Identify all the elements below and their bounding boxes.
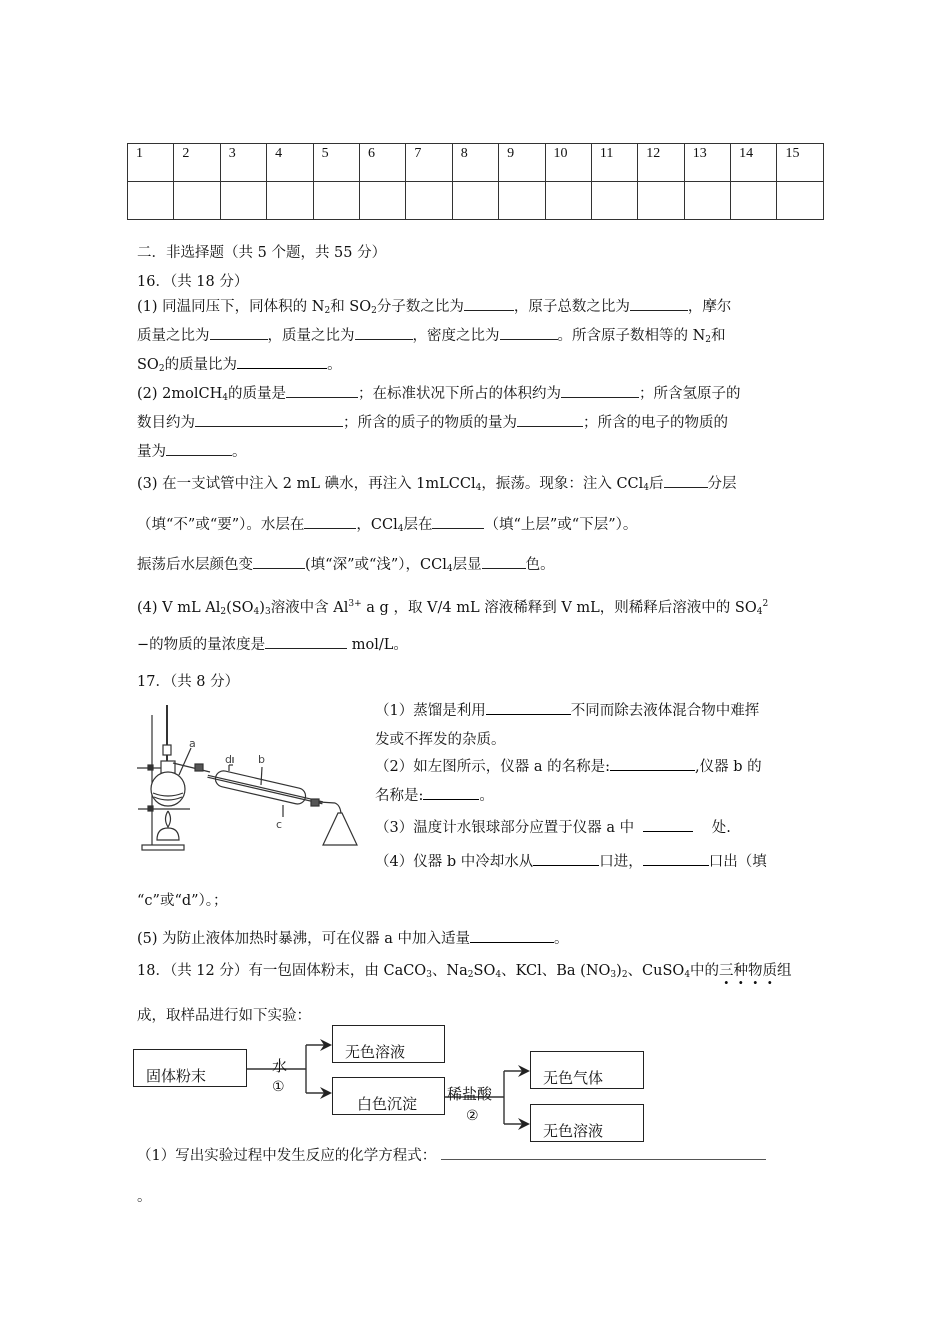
answer-number: 7 bbox=[406, 144, 452, 182]
text: (4) V mL Al bbox=[137, 600, 221, 616]
flow-box-label: 无色溶液 bbox=[345, 1043, 406, 1061]
flow-box-colorless-gas bbox=[530, 1051, 644, 1089]
flow-box-solid-powder bbox=[133, 1049, 247, 1087]
subscript: 4 bbox=[756, 607, 763, 617]
q18-sub1-line1 bbox=[137, 1142, 766, 1170]
text: 口进， bbox=[599, 854, 643, 870]
text: 处. bbox=[711, 820, 731, 836]
answer-number: 5 bbox=[313, 144, 359, 182]
subscript: 4 bbox=[643, 483, 650, 493]
text: 层在 bbox=[403, 517, 433, 533]
answer-number: 6 bbox=[359, 144, 405, 182]
emphasized-char: 三 bbox=[719, 963, 734, 979]
label-a: a bbox=[189, 737, 196, 750]
text: ，摩尔 bbox=[687, 299, 732, 315]
q18-line2: 成，取样品进行如下实验： bbox=[137, 1008, 311, 1024]
text: 层显 bbox=[452, 557, 482, 573]
reagent-water: 水 bbox=[272, 1057, 288, 1075]
subscript: 4 bbox=[684, 970, 691, 980]
answer-number: 8 bbox=[452, 144, 498, 182]
subscript: 3 bbox=[426, 970, 432, 980]
text: 的质量是 bbox=[227, 386, 286, 402]
text: ，质量之比为 bbox=[267, 328, 355, 344]
text: 18．（共 12 分）有一包固体粉末，由 CaCO bbox=[137, 963, 427, 979]
answer-number: 12 bbox=[638, 144, 684, 182]
text: ，原子总数之比为 bbox=[513, 299, 630, 315]
q16-header: 16．（共 18 分） bbox=[137, 274, 249, 290]
answer-number: 1 bbox=[128, 144, 174, 182]
text: 组 bbox=[777, 963, 792, 979]
flow-box-label: 无色气体 bbox=[543, 1069, 604, 1087]
text: （4）仪器 b 中冷却水从 bbox=[375, 854, 534, 870]
text: 名称是: bbox=[375, 788, 424, 804]
text: (填“深”或“浅”），CCl bbox=[305, 557, 447, 573]
emphasized-char: 种 bbox=[733, 963, 749, 979]
flow-box-label: 无色溶液 bbox=[543, 1122, 604, 1140]
text: ；在标准状况下所占的体积约为 bbox=[357, 386, 561, 402]
text: 量为 bbox=[137, 444, 166, 460]
text: （填“不”或“要”）。水层在 bbox=[137, 517, 305, 533]
q17-part1-line2: 发或不挥发的杂质。 bbox=[375, 732, 506, 748]
step-number-1: ① bbox=[272, 1079, 285, 1095]
text: 、CuSO bbox=[627, 963, 685, 979]
subscript: 2 bbox=[158, 364, 165, 374]
text: 。 bbox=[479, 788, 494, 804]
text: （填“上层”或“下层”）。 bbox=[484, 517, 638, 533]
text: 、KCl、Ba (NO bbox=[501, 963, 611, 979]
subscript: 4 bbox=[397, 524, 404, 534]
text: 分层 bbox=[707, 476, 737, 492]
text: ；所含氢原子的 bbox=[638, 386, 741, 402]
text: 。 bbox=[232, 444, 247, 460]
subscript: 4 bbox=[253, 607, 260, 617]
text: −的物质的量浓度是 bbox=[137, 637, 266, 653]
answer-number: 13 bbox=[684, 144, 730, 182]
subscript: 3 bbox=[610, 970, 617, 980]
flow-box-label: 白色沉淀 bbox=[357, 1095, 418, 1113]
answer-number: 3 bbox=[220, 144, 266, 182]
text: （2）如左图所示，仪器 a 的名称是: bbox=[375, 759, 610, 775]
flow-box-label: 固体粉末 bbox=[146, 1067, 207, 1085]
text: 和 bbox=[711, 328, 726, 344]
text: 中的 bbox=[690, 963, 720, 979]
subscript: 2 bbox=[467, 970, 474, 980]
text: 不同而除去液体混合物中难挥 bbox=[570, 703, 760, 719]
text: 口出（填 bbox=[708, 854, 767, 870]
text: ，CCl bbox=[356, 517, 398, 533]
text: ) bbox=[616, 963, 622, 979]
text: 。 bbox=[327, 357, 342, 373]
emphasized-char: 物 bbox=[748, 963, 763, 979]
superscript: 3+ bbox=[348, 599, 362, 609]
flow-box-colorless-solution-top bbox=[332, 1025, 445, 1063]
subscript: 4 bbox=[475, 483, 482, 493]
text: (5) 为防止液体加热时暴沸，可在仪器 a 中加入适量 bbox=[137, 931, 471, 947]
answer-number: 9 bbox=[499, 144, 545, 182]
text: mol/L。 bbox=[347, 637, 408, 653]
label-d: d bbox=[225, 753, 232, 766]
text: (1) 同温同压下，同体积的 N bbox=[137, 299, 325, 315]
subscript: 4 bbox=[222, 393, 228, 403]
text: 溶液中含 Al bbox=[270, 600, 349, 616]
subscript: 2 bbox=[220, 607, 227, 617]
text: 。所含原子数相等的 N bbox=[557, 328, 706, 344]
text: （1）写出实验过程中发生反应的化学方程式： bbox=[137, 1148, 437, 1164]
text: ；所含的电子的物质的 bbox=[583, 415, 728, 431]
answer-number: 10 bbox=[545, 144, 591, 182]
text: 和 SO bbox=[330, 299, 372, 315]
text: ) bbox=[259, 600, 265, 616]
text: ，密度之比为 bbox=[412, 328, 500, 344]
text: 。 bbox=[554, 931, 569, 947]
text: （1）蒸馏是利用 bbox=[375, 703, 486, 719]
subscript: 2 bbox=[371, 306, 377, 316]
text: 数目约为 bbox=[137, 415, 195, 431]
subscript: 2 bbox=[621, 970, 628, 980]
text: SO bbox=[137, 357, 159, 373]
text: 色。 bbox=[525, 557, 555, 573]
text: 振荡后水层颜色变 bbox=[137, 557, 253, 573]
subscript: 2 bbox=[705, 335, 712, 345]
text: 后 bbox=[649, 476, 664, 492]
text: （3）温度计水银球部分应置于仪器 a 中 bbox=[375, 820, 635, 836]
q17-header: 17．（共 8 分） bbox=[137, 674, 240, 690]
q18-sub1-line2: 。 bbox=[137, 1189, 152, 1205]
answer-number: 15 bbox=[777, 144, 824, 182]
text: 的质量比为 bbox=[164, 357, 238, 373]
text: 分子数之比为 bbox=[376, 299, 464, 315]
text: 质量之比为 bbox=[137, 328, 210, 344]
answer-blank[interactable] bbox=[441, 1145, 766, 1160]
answer-number: 11 bbox=[591, 144, 637, 182]
text: SO bbox=[473, 963, 496, 979]
superscript: 2 bbox=[762, 599, 769, 609]
subscript: 4 bbox=[495, 970, 502, 980]
text: (SO bbox=[226, 600, 254, 616]
emphasized-char: 质 bbox=[762, 963, 778, 979]
flow-box-colorless-solution-bottom bbox=[530, 1104, 644, 1142]
text: 、Na bbox=[431, 963, 468, 979]
text: (2) 2molCH bbox=[137, 386, 223, 402]
answer-number: 4 bbox=[267, 144, 313, 182]
answer-number: 2 bbox=[174, 144, 220, 182]
subscript: 3 bbox=[264, 607, 271, 617]
step-number-2: ② bbox=[466, 1108, 479, 1124]
text: ,仪器 b 的 bbox=[694, 759, 762, 775]
label-c: c bbox=[276, 818, 283, 831]
section-title: 二．非选择题（共 5 个题，共 55 分） bbox=[137, 245, 387, 261]
label-b: b bbox=[258, 753, 265, 766]
subscript: 2 bbox=[324, 306, 331, 316]
flow-box-white-precipitate bbox=[332, 1077, 445, 1115]
subscript: 4 bbox=[446, 564, 453, 574]
text: a g ，取 V/4 mL 溶液稀释到 V mL，则稀释后溶液中的 SO bbox=[361, 600, 757, 616]
reagent-dilute-hcl: 稀盐酸 bbox=[447, 1085, 493, 1103]
text: (3) 在一支试管中注入 2 mL 碘水，再注入 1mLCCl bbox=[137, 476, 476, 492]
q17-part4-line2: “c”或“d”）。； bbox=[137, 893, 228, 909]
answer-number: 14 bbox=[731, 144, 777, 182]
text: ，振荡。现象：注入 CCl bbox=[481, 476, 644, 492]
text: ；所含的质子的物质的量为 bbox=[343, 415, 517, 431]
